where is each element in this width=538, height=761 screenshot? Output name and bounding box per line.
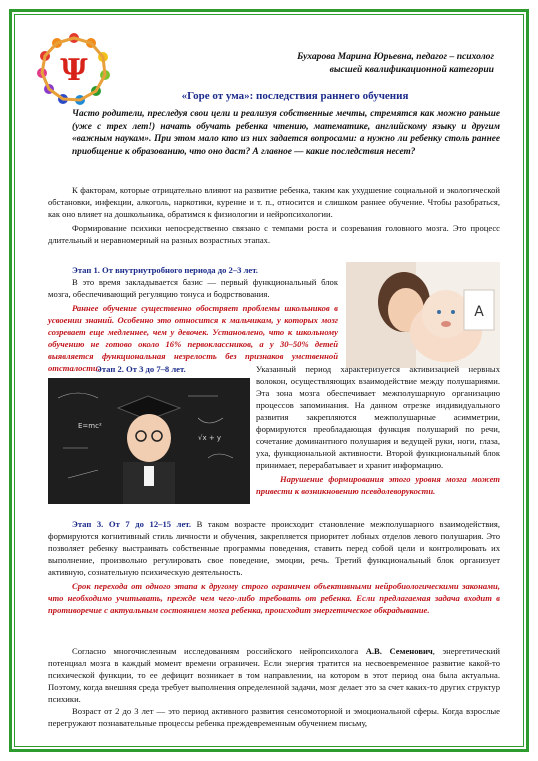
stage-2-emphasis: Нарушение формирования этого уровня мозга может привести к возникновению псевдолеворукости. <box>256 474 500 496</box>
psychology-logo <box>34 30 114 108</box>
stage-3-text: В таком возрасте происходит становление межполушарного взаимодействия, формируются когнитивный стиль личности и обучения, закрепляется приоритет лобных отделов левого полушария. Это позволяет ребенку выстраивать собственные программы поведения, ставить перед собой цели и контролировать их выполнение, произвольно регулировать свое поведение, эмоции, речь. Третий функциональный блок организует активную, сознательную психическую деятельность. <box>48 519 500 577</box>
researcher-name: А.В. Семенович <box>365 646 433 656</box>
svg-text:√x + y: √x + y <box>198 434 222 442</box>
author-block <box>174 50 494 76</box>
closing-1-text-b: , энергетический потенциал мозга в каждый момент времени ограничен. Если энергия тратится на несвоевременное развитие какой-то психической функции, то ее дефицит возникает в том направлении, на котором в этот период она была актуальна. Поэтому, когда внешняя среда требует выполнения определенной задачи, мозг делает это за счет каких-то других структур психики. <box>48 646 500 704</box>
child-graduate-photo <box>48 378 250 504</box>
stage-3-emphasis: Срок перехода от одного этапа к другому строго ограничен объективными нейробиологическими законами, что необходимо учитывать, прежде чем чего-либо требовать от ребенка. Если предлагаемая задача входит в противоречие с актуальным состоянием мозга ребенка, происходит энергетическое обкрадывание. <box>48 581 500 615</box>
stage-3-block <box>48 518 500 616</box>
intro-paragraph-1: К факторам, которые отрицательно влияют на развитие ребенка, таким как ухудшение социальной и экологической обстановки, инфекции, алкоголь, наркотики, курение и т. п., относится и слишком раннее обучение. Чтобы разобраться, как оно влияет на дошкольника, обратимся к физиологии и нейропсихологии. <box>48 185 500 219</box>
stage-2-block <box>256 363 500 497</box>
closing-paragraph-2: Возраст от 2 до 3 лет — это период активного развития сенсомоторной и эмоциональной сферы. Когда взрослые перегружают познавательные процессы ребенка преждевременным обучением письму, <box>48 706 500 728</box>
closing-block <box>48 645 500 729</box>
article-title: «Горе от ума»: последствия раннего обучения <box>181 90 409 102</box>
lead-paragraph: Часто родители, преследуя свои цели и реализуя собственные мечты, стремятся как можно раньше (уже с трех лет!) начать обучать ребенка чтению, математике, английскому языку и другим «важным наукам». При этом мало кто из них задается вопросами: а нужно ли ребенку столь раннее приобщение к образованию, что оно даст? А главное — какие последствия несет? <box>72 109 500 157</box>
author-qualification: высшей квалификационной категории <box>329 64 494 75</box>
stage-2-text: Указанный период характеризуется активизацией нервных волокон, осуществляющих взаимодействие между полушариями. Эта зона мозга обеспечивает межполушарную организацию процессов запоминания. На данном отрезке индивидуального развития закрепляются межполушарные асимметрии, формируются преобладающая функция полушарий по речи, сочетание доминантного полушария и ведущей руки, ноги, глаза, уха, функциональной активности. Второй функциональный блок принимает, перерабатывает и хранит информацию. <box>256 364 500 470</box>
stage-3-title: Этап 3. От 7 до 12–15 лет. <box>72 519 191 529</box>
stage-1-emphasis: Раннее обучение существенно обостряет проблемы школьников в усвоении знаний. Особенно это относится к мальчикам, у которых мозг созревает еще медленнее, чем у девочек. Установлено, что к школьному обучению не готово около 16% первоклассников, а у 30–50% детей выявляется функциональная незрелость без признаков умственной отсталости. <box>48 303 338 373</box>
author-name: Бухарова Марина Юрьевна, педагог – психолог <box>297 51 494 62</box>
stage-1-title: Этап 1. От внутриутробного периода до 2–3 лет. <box>72 265 258 275</box>
closing-1-text-a: Согласно многочисленным исследованиям российского нейропсихолога <box>72 646 366 656</box>
svg-text:E=mc²: E=mc² <box>78 422 102 430</box>
mother-baby-photo <box>346 262 500 368</box>
svg-text:Ψ: Ψ <box>60 53 88 88</box>
stage-1-text: В это время закладывается базис — первый функциональный блок мозга, обеспечивающий регуляцию тонуса и бодрствования. <box>48 277 338 299</box>
intro-paragraph-2: Формирование психики непосредственно связано с темпами роста и созревания головного мозга. Это процесс длительный и неравномерный на разных возрастных этапах. <box>48 223 500 245</box>
stage-1-block <box>48 264 338 374</box>
svg-text:A: A <box>474 304 484 320</box>
stage-2-title: Этап 2. От 3 до 7–8 лет. <box>96 364 186 374</box>
closing-paragraph-1 <box>48 645 500 705</box>
